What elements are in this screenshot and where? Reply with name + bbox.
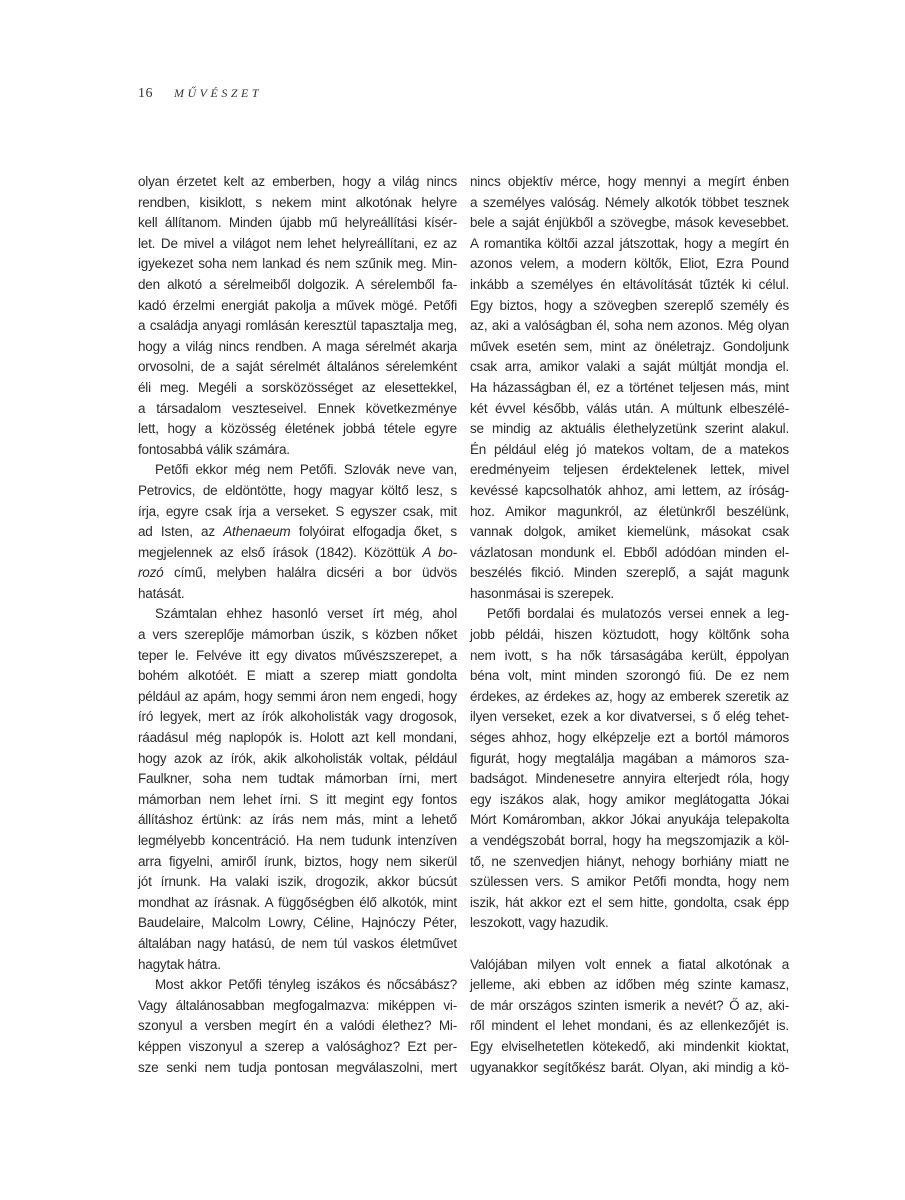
text-line	[138, 193, 457, 214]
italic-text: A bo-	[422, 544, 457, 560]
text-segment: Petrovics, de eldöntötte, hogy magyar költő lesz, s	[138, 482, 457, 498]
text-segment: érdekes, az érdekes az, hogy az emberek szeretik az	[470, 688, 789, 704]
text-line	[470, 728, 789, 749]
text-segment: Én például elég jó matekos voltam, de a matekos	[470, 441, 789, 457]
text-line	[470, 460, 789, 481]
page-number: 16	[138, 86, 153, 101]
text-line	[138, 996, 457, 1017]
text-segment: hogy azok az írók, akik alkoholisták voltak, például	[138, 750, 457, 766]
text-line	[470, 254, 789, 275]
text-segment: azonos velem, a modern költők, Eliot, Ezra Pound	[470, 256, 789, 272]
text-segment: teper le. Felvéve itt egy divatos művészszerepet, a	[138, 647, 457, 663]
text-segment: jót írnunk. Ha valaki iszik, drogozik, akkor búcsút	[138, 874, 457, 890]
text-segment: séges ahhoz, hogy elképzelje ezt a bortól mámoros	[470, 730, 789, 746]
paragraph	[138, 975, 457, 1078]
column-right	[470, 172, 789, 1078]
text-segment: szonyul a versben megírt én a valódi élethez? Mi-	[138, 1018, 457, 1034]
text-line	[470, 378, 789, 399]
text-segment: fontosabbá válik számára.	[138, 441, 290, 457]
text-segment: című, melyben halálra dicséri a bor üdvös	[163, 565, 457, 581]
text-line	[470, 419, 789, 440]
text-segment: nem ivott, s ha nők társaságába került, éppolyan	[470, 647, 789, 663]
text-line	[138, 975, 457, 996]
paragraph	[138, 604, 457, 975]
text-line	[138, 213, 457, 234]
text-line	[138, 440, 457, 461]
text-line	[138, 316, 457, 337]
text-segment: iszik, hát akkor ezt el sem hitte, gondolta, csak épp	[470, 894, 789, 910]
text-line	[470, 646, 789, 667]
text-segment: arra figyelni, amiről írunk, biztos, hogy nem sikerül	[138, 853, 457, 869]
text-segment: ad Isten, az	[138, 524, 224, 540]
text-line	[470, 831, 789, 852]
text-segment: badságot. Mindenesetre annyira elterjedt róla, hogy	[470, 771, 789, 787]
text-line	[138, 893, 457, 914]
text-segment: például az apám, hogy semmi áron nem engedi, hogy	[138, 688, 457, 704]
text-line	[138, 172, 457, 193]
text-line	[138, 666, 457, 687]
paragraph	[470, 172, 789, 604]
text-segment: hatását.	[138, 585, 185, 601]
text-line	[470, 769, 789, 790]
text-line	[470, 213, 789, 234]
text-line	[138, 810, 457, 831]
text-segment: író legyek, mert az írók alkoholisták vagy drogosok,	[138, 709, 457, 725]
text-segment: kadó érzelmi energiát pakolja a művek mögé. Petőfi	[138, 297, 457, 313]
text-segment: hasonmásai is szerepek.	[470, 585, 614, 601]
text-segment: kell állítanom. Minden újabb mű helyreállítási kísér-	[138, 215, 457, 231]
text-line	[470, 1016, 789, 1037]
text-line	[470, 604, 789, 625]
paragraph	[138, 460, 457, 604]
paragraph	[470, 604, 789, 934]
text-line	[470, 337, 789, 358]
text-segment: Egy biztos, hogy a szövegben szereplő személy és	[470, 297, 789, 313]
italic-text: Athenaeum	[223, 524, 291, 540]
text-line	[470, 563, 789, 584]
text-segment: Valójában milyen volt ennek a fiatal alkotónak a	[470, 956, 789, 972]
text-line	[470, 440, 789, 461]
text-segment: lett, hogy a közösség életének jobbá tétele egyre	[138, 421, 457, 437]
text-line	[138, 481, 457, 502]
text-line	[138, 934, 457, 955]
text-segment: Baudelaire, Malcolm Lowry, Céline, Hajnóczy Péter,	[138, 915, 457, 931]
text-line	[138, 1058, 457, 1079]
text-segment: let. De mivel a világot nem lehet helyreállítani, ez az	[138, 235, 457, 251]
text-line	[470, 749, 789, 770]
text-segment: a vendégszobát borral, hogy ha megszomjazik a köl-	[470, 833, 789, 848]
text-segment: a vers szereplője mámorban úszik, s közben nőket	[138, 627, 457, 643]
text-segment: ráadásul még naplopók is. Holott azt kell mondani,	[138, 730, 457, 746]
text-segment: béna volt, mint minden szorongó fiú. De ez nem	[470, 668, 789, 684]
text-segment: mondhat az írásnak. A függőségben élő alkotók, mint	[138, 894, 457, 910]
text-segment: általában nagy hatású, de nem túl vaskos életművet	[138, 935, 457, 951]
text-line	[138, 749, 457, 770]
text-line	[138, 460, 457, 481]
text-line	[470, 810, 789, 831]
text-segment: beszélés fikció. Minden szereplő, a saját magunk	[470, 565, 789, 581]
text-segment: igyekezet soha nem lankad és nem szűnik meg. Min-	[138, 256, 457, 272]
text-segment: A romantika költői azzal játszottak, hogy a megírt én	[470, 235, 789, 251]
italic-text: rozó	[138, 565, 164, 581]
text-line	[138, 769, 457, 790]
text-line	[138, 913, 457, 934]
text-line	[138, 625, 457, 646]
text-segment: rendben, kisiklott, s nekem mint alkotónak helyre	[138, 194, 457, 210]
text-segment: inkább a személyes én eltávolítását tűzték ki célul.	[470, 276, 789, 292]
text-line	[470, 625, 789, 646]
text-line	[470, 481, 789, 502]
text-line	[138, 563, 457, 584]
text-segment: ről mindent el lehet mondani, és az ellenkezőjét is.	[470, 1018, 789, 1034]
text-line	[470, 296, 789, 317]
text-segment: figurát, hogy megtalálja magában a mámoros sza-	[470, 750, 789, 766]
text-line	[470, 687, 789, 708]
text-line	[470, 234, 789, 255]
text-segment: csak arra, amikor valaki a saját múltját mondja el.	[470, 359, 789, 375]
text-line	[470, 172, 789, 193]
text-segment: legmélyebb koncentráció. Ha nem tudunk intenzíven	[138, 833, 457, 848]
text-segment: Faulkner, soha nem tudtak mámorban írni, mert	[138, 771, 457, 787]
text-line	[138, 337, 457, 358]
text-segment: szülessen vers. S amikor Petőfi mondta, hogy nem	[470, 874, 789, 890]
text-segment: egy iszákos alak, hogy amikor meglátogatta Jókai	[470, 791, 789, 807]
text-segment: tő, ne szenvedjen hiányt, nehogy borhiány miatt ne	[470, 853, 789, 869]
text-segment: megjelennek az első írások (1842). Közöttük	[138, 544, 423, 560]
text-segment: nincs objektív mérce, hogy mennyi a megírt énben	[470, 174, 789, 189]
text-segment: jobb példái, hiszen köztudott, hogy költőnk soha	[470, 627, 789, 643]
text-line	[470, 893, 789, 914]
text-segment: den alkotó a sérelmeiből dolgozik. A sérelemből fa-	[138, 276, 457, 292]
text-segment: két évvel később, válás után. A múltunk elbeszélé-	[470, 400, 789, 416]
text-segment: Most akkor Petőfi tényleg iszákos és nőcsábász?	[155, 977, 457, 993]
text-line	[470, 955, 789, 976]
text-line	[470, 543, 789, 564]
text-line	[138, 399, 457, 420]
text-line	[138, 357, 457, 378]
text-line	[138, 1037, 457, 1058]
text-line	[470, 1037, 789, 1058]
text-line	[138, 790, 457, 811]
text-line	[470, 1058, 789, 1079]
text-segment: se mindig az aktuális élethelyzetünk szerint alakul.	[470, 421, 789, 437]
text-segment: vázlatosan mondunk el. Ebből adódóan minden el-	[470, 544, 789, 560]
text-segment: a társadalom veszteseivel. Ennek következménye	[138, 400, 457, 416]
text-segment: Ha házasságban él, ez a történet teljesen más, mint	[470, 379, 789, 395]
text-segment: Mórt Komáromban, akkor Jókai anyukája telepakolta	[470, 812, 789, 828]
text-segment: mámorban nem lehet írni. S itt megint egy fontos	[138, 791, 457, 807]
text-line	[138, 955, 457, 976]
text-segment: leszokott, vagy hazudik.	[470, 915, 609, 931]
text-segment: ilyen verseket, ezek a kor divatversei, s ő elég tehet-	[470, 709, 789, 725]
page-header	[138, 86, 262, 102]
text-segment: hagytak hátra.	[138, 956, 221, 972]
text-line	[470, 357, 789, 378]
text-segment: sze senki nem tudja pontosan megválaszolni, mert	[138, 1059, 457, 1075]
section-title: MŰVÉSZET	[174, 86, 262, 100]
text-line	[470, 584, 789, 605]
text-segment: vannak dolgok, amiket kiemelünk, másokat csak	[470, 524, 789, 540]
text-line	[138, 584, 457, 605]
text-line	[138, 419, 457, 440]
text-segment: Egy elviselhetetlen kötekedő, aki mindenkit kioktat,	[470, 1038, 789, 1054]
text-segment: Vagy általánosabban megfogalmazva: miképpen vi-	[138, 997, 457, 1013]
paragraph	[470, 955, 789, 1079]
text-line	[470, 275, 789, 296]
text-line	[138, 728, 457, 749]
text-line	[138, 687, 457, 708]
text-line	[138, 707, 457, 728]
text-line	[470, 316, 789, 337]
text-segment: folyóirat elfogadja őket, s	[290, 524, 457, 540]
text-line	[138, 502, 457, 523]
text-line	[470, 502, 789, 523]
body-text	[138, 172, 789, 1078]
text-segment: kevéssé kapcsolhatók ahhoz, ami lettem, az íróság-	[470, 482, 789, 498]
text-line	[138, 872, 457, 893]
text-line	[470, 852, 789, 873]
text-segment: az, aki a valóságban él, soha nem azonos. Még olyan	[470, 318, 789, 334]
text-line	[138, 646, 457, 667]
text-segment: bele a saját énjükből a szövegbe, mások kevesebbet.	[470, 215, 789, 231]
text-segment: hogy a világ nincs rendben. A maga sérelmét akarja	[138, 338, 457, 354]
text-segment: állításhoz értünk: az írás nem más, mint a lehető	[138, 812, 457, 828]
text-segment: írja, egyre csak írja a verseket. S egyszer csak, mit	[138, 503, 457, 519]
text-line	[138, 275, 457, 296]
paragraph	[138, 172, 457, 460]
text-line	[138, 1016, 457, 1037]
text-line	[138, 522, 457, 543]
text-segment: a családja anyagi romlásán keresztül tapasztalja meg,	[138, 318, 457, 334]
text-line	[470, 872, 789, 893]
text-segment: éli meg. Megéli a sorsközösséget az elesettekkel,	[138, 379, 457, 395]
text-line	[470, 975, 789, 996]
text-line	[138, 543, 457, 564]
text-segment: a személyes valóság. Némely alkotók többet tesznek	[470, 194, 789, 210]
text-segment: hoz. Amikor magunkról, az életünkről beszélünk,	[470, 503, 789, 519]
text-line	[470, 996, 789, 1017]
text-line	[470, 522, 789, 543]
text-line	[470, 913, 789, 934]
text-line	[138, 831, 457, 852]
text-segment: orvosolni, de a saját sérelmét általános sérelemként	[138, 359, 457, 375]
text-segment: Számtalan ehhez hasonló verset írt még, ahol	[155, 606, 457, 622]
text-segment: képpen viszonyul a szerep a valósághoz? Ezt per-	[138, 1038, 457, 1054]
text-segment: olyan érzetet kelt az emberben, hogy a világ nincs	[138, 174, 457, 189]
text-line	[138, 254, 457, 275]
text-line	[138, 378, 457, 399]
text-line	[470, 666, 789, 687]
text-line	[138, 234, 457, 255]
text-segment: de már országos szinten ismerik a nevét? Ő az, aki-	[470, 997, 789, 1013]
text-line	[138, 296, 457, 317]
column-left	[138, 172, 457, 1078]
text-segment: bohém alkotóét. E miatt a szerep miatt gondolta	[138, 668, 457, 684]
text-segment: jelleme, aki ebben az időben még szinte kamasz,	[470, 977, 789, 993]
text-segment: Petőfi bordalai és mulatozós versei ennek a leg-	[487, 606, 789, 622]
text-segment: eredményeim teljesen érdektelenek lettek, mivel	[470, 462, 789, 478]
text-segment: művek esetén sem, mint az önéletrajz. Gondoljunk	[470, 338, 789, 354]
text-segment: ugyanakkor segítőkész barát. Olyan, aki mindig a kö-	[470, 1059, 789, 1075]
text-segment: Petőfi ekkor még nem Petőfi. Szlovák neve van,	[155, 462, 457, 478]
paragraph-gap	[470, 934, 789, 955]
text-line	[470, 193, 789, 214]
text-line	[138, 852, 457, 873]
text-line	[470, 399, 789, 420]
text-line	[138, 604, 457, 625]
text-line	[470, 790, 789, 811]
text-line	[470, 707, 789, 728]
